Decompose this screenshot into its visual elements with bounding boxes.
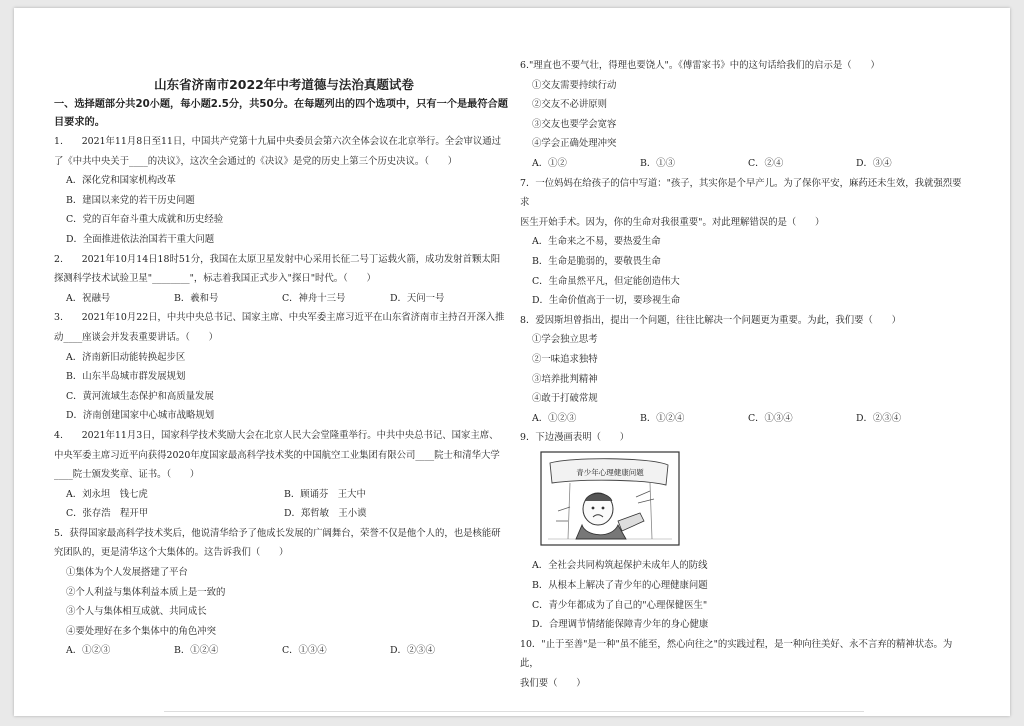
option: B．①②④ bbox=[174, 645, 219, 657]
option: A．生命来之不易，要热爱生命 bbox=[532, 236, 661, 248]
option-row bbox=[54, 641, 514, 661]
statement: ①学会独立思考 bbox=[532, 334, 598, 346]
option: D．③④ bbox=[856, 157, 892, 169]
statement: ④敢于打破常规 bbox=[532, 393, 598, 405]
option-row bbox=[520, 154, 970, 174]
question-6 bbox=[520, 56, 970, 174]
question-text: 医生开始手术。因为，你的生命对我很重要"。对此理解错误的是（ ） bbox=[520, 216, 825, 228]
option: C．神舟十三号 bbox=[282, 292, 346, 304]
option: A．①②③ bbox=[532, 412, 577, 424]
question-text: 8．爱因斯坦曾指出，提出一个问题，往往比解决一个问题更为重要。为此，我们要（ ） bbox=[520, 314, 901, 326]
section-heading: 一、选择题部分共20小题，每小题2.5分，共50分。在每题列出的四个选项中，只有一个是最符合题目要求的。 bbox=[54, 99, 508, 128]
statement: ③个人与集体相互成就、共同成长 bbox=[66, 606, 207, 618]
question-text: 2. 2021年10月14日18时51分，我国在太原卫星发射中心采用长征二号丁运载火箭，成功发射首颗太阳 bbox=[54, 253, 501, 265]
option: C．张存浩 程开甲 bbox=[66, 508, 149, 520]
option: D．合理调节情绪能保障青少年的身心健康 bbox=[532, 619, 709, 631]
page-bottom-rule bbox=[164, 711, 864, 712]
option: B．生命是脆弱的，要敬畏生命 bbox=[532, 255, 661, 267]
question-text: 我们要（ ） bbox=[520, 678, 586, 690]
option: D．郑哲敏 王小谟 bbox=[284, 508, 367, 520]
option: C．①③④ bbox=[282, 645, 327, 657]
question-text: 1. 2021年11月8日至11日，中国共产党第十九届中央委员会第六次全体会议在北京举行。全会审议通过 bbox=[54, 136, 502, 147]
question-5 bbox=[54, 524, 514, 661]
question-text: 探测科学技术试验卫星"________"，标志着我国正式步入"探日"时代。（ ） bbox=[54, 273, 376, 285]
question-text: 动____座谈会并发表重要讲话。（ ） bbox=[54, 331, 219, 343]
question-8 bbox=[520, 311, 970, 429]
comic-illustration bbox=[540, 451, 680, 546]
statement: ③培养批判精神 bbox=[532, 373, 598, 385]
left-column bbox=[54, 74, 514, 661]
question-10 bbox=[520, 635, 970, 694]
question-text: 中央军委主席习近平向获得2020年度国家最高科学技术奖的中国航空工业集团有限公司____院士和清华大学 bbox=[54, 449, 500, 461]
option: D．天问一号 bbox=[390, 292, 445, 304]
option: D．济南创建国家中心城市战略规划 bbox=[66, 410, 215, 422]
exam-title: 山东省济南市2022年中考道德与法治真题试卷 bbox=[154, 77, 414, 92]
statement: ②交友不必讲原则 bbox=[532, 99, 608, 111]
option: B．顾诵芬 王大中 bbox=[284, 488, 366, 500]
question-1 bbox=[54, 132, 514, 250]
statement: ②个人利益与集体利益本质上是一致的 bbox=[66, 586, 226, 598]
comic-sign-text: 青少年心理健康问题 bbox=[576, 467, 644, 477]
option: C．党的百年奋斗重大成就和历史经验 bbox=[66, 214, 224, 226]
question-text: 了《中共中央关于____的决议》，这次全会通过的《决议》是党的历史上第三个历史决议。（ ） bbox=[54, 155, 458, 167]
question-text: 5．获得国家最高科学技术奖后，他说清华给予了他成长发展的广阔舞台，荣誉不仅是他个人的，也是核能研 bbox=[54, 527, 501, 539]
question-7 bbox=[520, 174, 970, 311]
option: A．全社会共同构筑起保护未成年人的防线 bbox=[532, 560, 708, 572]
option: D．全面推进依法治国若干重大问题 bbox=[66, 233, 215, 245]
option: A．深化党和国家机构改革 bbox=[66, 175, 176, 187]
question-text: 究团队的，更是清华这个大集体的。这告诉我们（ ） bbox=[54, 547, 289, 559]
option: C．生命虽然平凡，但定能创造伟大 bbox=[532, 275, 680, 287]
question-text: 10．"止于至善"是一种"虽不能至，然心向往之"的实践过程，是一种向往美好、永不言弃的精神状态。为此， bbox=[520, 638, 953, 670]
question-4 bbox=[54, 426, 514, 524]
option: A．①② bbox=[532, 157, 567, 169]
statement: ④要处理好在多个集体中的角色冲突 bbox=[66, 625, 217, 637]
option: A．祝融号 bbox=[66, 292, 111, 304]
statement: ②一味追求独特 bbox=[532, 353, 598, 365]
option: C．①③④ bbox=[748, 412, 793, 424]
question-text: 7．一位妈妈在给孩子的信中写道："孩子，其实你是个早产儿。为了保你平安，麻药还未生效，我就强烈要求 bbox=[520, 177, 962, 209]
right-column bbox=[520, 56, 970, 694]
statement: ①交友需要持续行动 bbox=[532, 79, 617, 91]
option: B．建国以来党的若干历史问题 bbox=[66, 194, 195, 206]
option-row bbox=[54, 289, 514, 309]
option: C．②④ bbox=[748, 157, 784, 169]
option-row bbox=[54, 504, 514, 524]
option-row bbox=[54, 485, 514, 505]
option: A．①②③ bbox=[66, 645, 111, 657]
question-text: 4. 2021年11月3日，国家科学技术奖励大会在北京人民大会堂隆重举行。中共中央总书记、国家主席、 bbox=[54, 429, 499, 441]
question-9 bbox=[520, 428, 970, 635]
option-row bbox=[520, 409, 970, 429]
option: A．济南新旧动能转换起步区 bbox=[66, 351, 186, 363]
question-text: 3. 2021年10月22日，中共中央总书记、国家主席、中央军委主席习近平在山东省济南市主持召开深入推 bbox=[54, 312, 505, 324]
statement: ③交友也要学会宽容 bbox=[532, 118, 617, 130]
question-text: ____院士颁发奖章、证书。（ ） bbox=[54, 469, 200, 481]
option: B．羲和号 bbox=[174, 292, 219, 304]
option: B．①②④ bbox=[640, 412, 685, 424]
option: B．①③ bbox=[640, 157, 676, 169]
question-text: 9．下边漫画表明（ ） bbox=[520, 432, 630, 444]
statement: ①集体为个人发展搭建了平台 bbox=[66, 567, 188, 579]
statement: ④学会正确处理冲突 bbox=[532, 138, 617, 150]
question-3 bbox=[54, 308, 514, 426]
option: D．②③④ bbox=[390, 645, 436, 657]
option: C．黄河流域生态保护和高质量发展 bbox=[66, 390, 214, 402]
option: B．山东半岛城市群发展规划 bbox=[66, 371, 186, 383]
question-text: 6."理直也不要气壮，得理也要饶人"。《傅雷家书》中的这句话给我们的启示是（ ） bbox=[520, 60, 880, 71]
option: C．青少年都成为了自己的"心理保健医生" bbox=[532, 599, 708, 611]
option: D．②③④ bbox=[856, 412, 902, 424]
option: B．从根本上解决了青少年的心理健康问题 bbox=[532, 580, 708, 592]
option: A．刘永坦 钱七虎 bbox=[66, 488, 148, 500]
question-2 bbox=[54, 250, 514, 309]
option: D．生命价值高于一切，要珍视生命 bbox=[532, 295, 681, 307]
exam-page bbox=[14, 8, 1010, 716]
